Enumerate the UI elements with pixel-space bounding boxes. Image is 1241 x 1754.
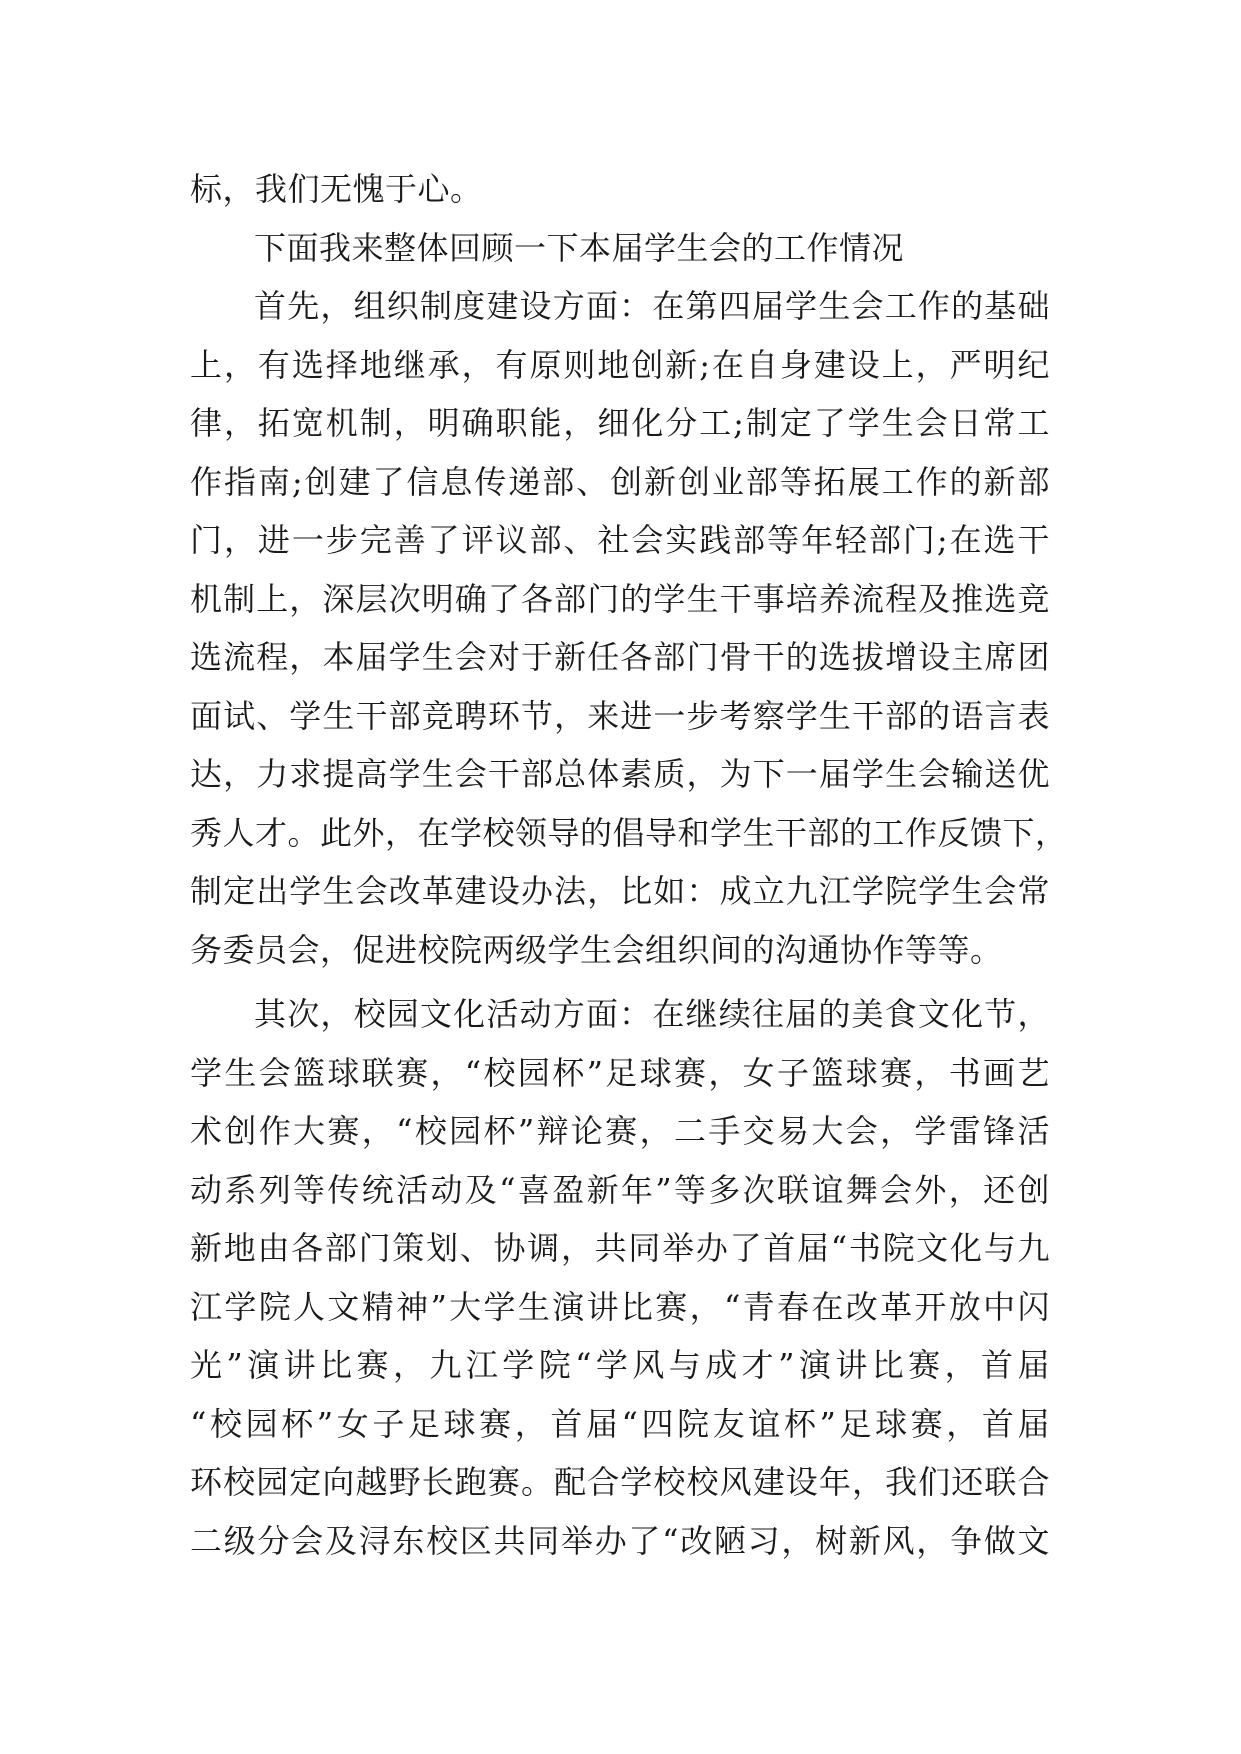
paragraph-line: 环校园定向越野长跑赛。配合学校校风建设年，我们还联合 xyxy=(190,1463,1050,1501)
paragraph-line: 上，有选择地继承，有原则地创新;在自身建设上，严明纪 xyxy=(190,345,1050,384)
paragraph-line: 机制上，深层次明确了各部门的学生干事培养流程及推选竞 xyxy=(190,579,1050,618)
paragraph-line: 术创作大赛，“校园杯”辩论赛，二手交易大会，学雷锋活 xyxy=(190,1112,1050,1150)
paragraph-line: 作指南;创建了信息传递部、创新创业部等拓展工作的新部 xyxy=(190,462,1050,501)
paragraph-line: 标，我们无愧于心。 xyxy=(190,170,483,208)
paragraph-line: 律，拓宽机制，明确职能，细化分工;制定了学生会日常工 xyxy=(190,404,1050,442)
paragraph-line: 制定出学生会改革建设办法，比如：成立九江学院学生会常 xyxy=(190,872,1050,910)
paragraph-line: 面试、学生干部竞聘环节，来进一步考察学生干部的语言表 xyxy=(190,696,1050,735)
paragraph-line: 达，力求提高学生会干部总体素质，为下一届学生会输送优 xyxy=(190,755,1050,793)
paragraph-line: 二级分会及浔东校区共同举办了“改陋习，树新风，争做文 xyxy=(190,1521,1050,1560)
paragraph-line: 门，进一步完善了评议部、社会实践部等年轻部门;在选干 xyxy=(190,521,1050,559)
paragraph-line: 其次，校园文化活动方面：在继续往届的美食文化节， xyxy=(254,995,1050,1033)
section-intro-line: 下面我来整体回顾一下本届学生会的工作情况 xyxy=(254,228,905,267)
paragraph-line: 学生会篮球联赛，“校园杯”足球赛，女子篮球赛，书画艺 xyxy=(190,1053,1050,1092)
document-body xyxy=(190,160,1068,1570)
paragraph-line: 秀人才。此外，在学校领导的倡导和学生干部的工作反馈下， xyxy=(190,813,1068,852)
paragraph-line: 江学院人文精神”大学生演讲比赛，“青春在改革开放中闪 xyxy=(190,1287,1050,1326)
paragraph-line: 光”演讲比赛，九江学院“学风与成才”演讲比赛，首届 xyxy=(190,1346,1050,1384)
paragraph-line: 动系列等传统活动及“喜盈新年”等多次联谊舞会外，还创 xyxy=(190,1170,1050,1209)
paragraph-line: 首先，组织制度建设方面：在第四届学生会工作的基础 xyxy=(254,287,1050,325)
paragraph-line: 选流程，本届学生会对于新任各部门骨干的选拔增设主席团 xyxy=(190,638,1050,676)
paragraph-line: 务委员会，促进校院两级学生会组织间的沟通协作等等。 xyxy=(190,930,1003,969)
paragraph-line: 新地由各部门策划、协调，共同举办了首届“书院文化与九 xyxy=(190,1229,1050,1267)
paragraph-line: “校园杯”女子足球赛，首届“四院友谊杯”足球赛，首届 xyxy=(190,1404,1050,1443)
